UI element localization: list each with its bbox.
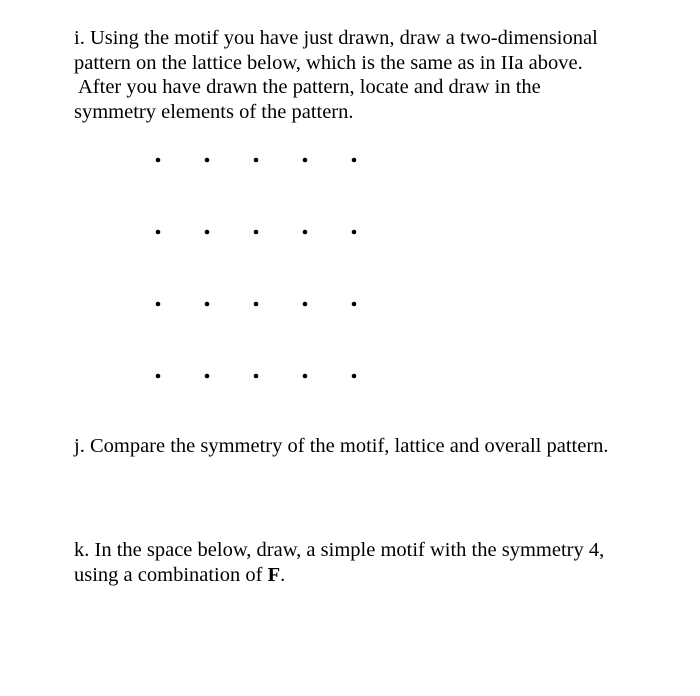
question-k [74,538,654,587]
question-k-line-1: k. In the space below, draw, a simple motif with the symmetry 4, [74,539,605,561]
question-i [74,26,634,124]
lattice-point [254,230,259,235]
question-i-line-1: i. Using the motif you have just drawn, draw a two-dimensional [74,27,598,49]
question-k-line-2-prefix: using a combination of [74,563,268,586]
lattice-point [156,230,161,235]
lattice-point [352,374,357,379]
lattice-point [205,374,210,379]
motif-letter-f: F [267,563,281,586]
lattice-point [156,302,161,307]
lattice-point [303,230,308,235]
question-i-line-4: symmetry elements of the pattern. [74,100,354,123]
question-k-line-2-suffix: . [280,563,286,586]
question-i-line-3: After you have drawn the pattern, locate and draw in the [78,76,541,98]
lattice-point [352,230,357,235]
lattice-point [352,302,357,307]
question-k-line-2 [74,563,654,588]
lattice-point [156,374,161,379]
lattice-point [303,158,308,163]
lattice-point [205,230,210,235]
question-j-text: j. Compare the symmetry of the motif, lattice and overall pattern. [74,435,609,457]
lattice-point [254,374,259,379]
question-j [74,434,674,459]
lattice-point [205,158,210,163]
lattice-point [303,302,308,307]
question-i-line-2: pattern on the lattice below, which is the same as in IIa above. [74,51,583,74]
lattice-point [205,302,210,307]
lattice-point [352,158,357,163]
lattice-point [254,302,259,307]
lattice-point [254,158,259,163]
lattice-point [156,158,161,163]
lattice-point [303,374,308,379]
